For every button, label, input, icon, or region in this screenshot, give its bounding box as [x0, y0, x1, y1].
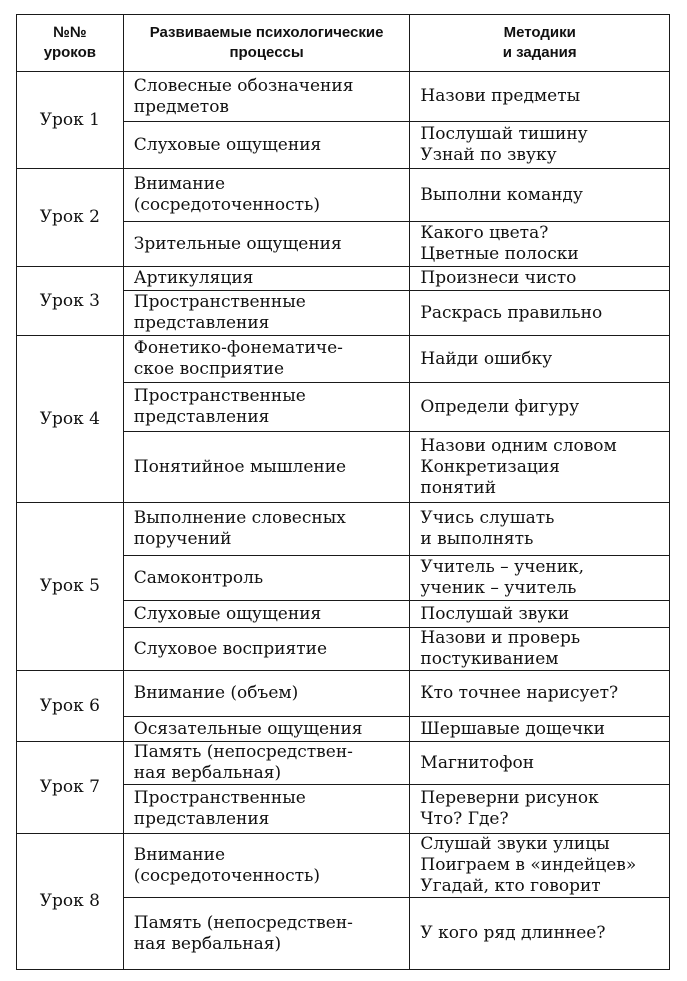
lesson-label: Урок 1 — [17, 72, 124, 169]
process-cell: Пространственные представления — [123, 291, 410, 336]
table-row — [17, 834, 670, 898]
method-cell: Учитель – ученик, ученик – учитель — [410, 556, 670, 601]
method-cell: Назови и проверь постукиванием — [410, 628, 670, 671]
header-processes: Развиваемые психологические процессы — [123, 15, 410, 72]
process-cell: Пространственные представления — [123, 383, 410, 432]
method-cell: Найди ошибку — [410, 336, 670, 383]
process-cell: Память (непосредствен- ная вербальная) — [123, 742, 410, 785]
header-methods: Методики и задания — [410, 15, 670, 72]
lesson-plan-table — [16, 14, 670, 970]
process-cell: Осязательные ощущения — [123, 717, 410, 742]
method-cell: Назови предметы — [410, 72, 670, 122]
process-cell: Память (непосредствен- ная вербальная) — [123, 898, 410, 970]
method-cell: Послушай тишину Узнай по звуку — [410, 122, 670, 169]
method-cell: Какого цвета? Цветные полоски — [410, 222, 670, 267]
method-cell: Шершавые дощечки — [410, 717, 670, 742]
process-cell: Внимание (сосредоточенность) — [123, 169, 410, 222]
process-cell: Понятийное мышление — [123, 432, 410, 503]
lesson-label: Урок 7 — [17, 742, 124, 834]
table-row — [17, 671, 670, 717]
method-cell: Магнитофон — [410, 742, 670, 785]
table-row — [17, 267, 670, 291]
process-cell: Выполнение словесных поручений — [123, 503, 410, 556]
header-lessons: №№ уроков — [17, 15, 124, 72]
method-cell: Назови одним словом Конкретизация понятий — [410, 432, 670, 503]
method-cell: Выполни команду — [410, 169, 670, 222]
table-row — [17, 742, 670, 785]
table-body — [17, 72, 670, 970]
process-cell: Внимание (сосредоточенность) — [123, 834, 410, 898]
method-cell: Слушай звуки улицы Поиграем в «индейцев» Угадай, кто говорит — [410, 834, 670, 898]
method-cell: Переверни рисунок Что? Где? — [410, 785, 670, 834]
method-cell: Учись слушать и выполнять — [410, 503, 670, 556]
process-cell: Фонетико-фонематиче- ское восприятие — [123, 336, 410, 383]
lesson-label: Урок 8 — [17, 834, 124, 970]
method-cell: Раскрась правильно — [410, 291, 670, 336]
process-cell: Пространственные представления — [123, 785, 410, 834]
lesson-label: Урок 2 — [17, 169, 124, 267]
table-row — [17, 503, 670, 556]
lesson-label: Урок 5 — [17, 503, 124, 671]
process-cell: Зрительные ощущения — [123, 222, 410, 267]
process-cell: Внимание (объем) — [123, 671, 410, 717]
process-cell: Самоконтроль — [123, 556, 410, 601]
table-row — [17, 169, 670, 222]
process-cell: Артикуляция — [123, 267, 410, 291]
method-cell: Послушай звуки — [410, 601, 670, 628]
table-row — [17, 72, 670, 122]
process-cell: Слуховое восприятие — [123, 628, 410, 671]
header-row — [17, 15, 670, 72]
process-cell: Словесные обозначения предметов — [123, 72, 410, 122]
table-row — [17, 336, 670, 383]
lesson-label: Урок 6 — [17, 671, 124, 742]
method-cell: Кто точнее нарисует? — [410, 671, 670, 717]
process-cell: Слуховые ощущения — [123, 601, 410, 628]
method-cell: Произнеси чисто — [410, 267, 670, 291]
process-cell: Слуховые ощущения — [123, 122, 410, 169]
lesson-label: Урок 3 — [17, 267, 124, 336]
lesson-label: Урок 4 — [17, 336, 124, 503]
method-cell: У кого ряд длиннее? — [410, 898, 670, 970]
method-cell: Определи фигуру — [410, 383, 670, 432]
